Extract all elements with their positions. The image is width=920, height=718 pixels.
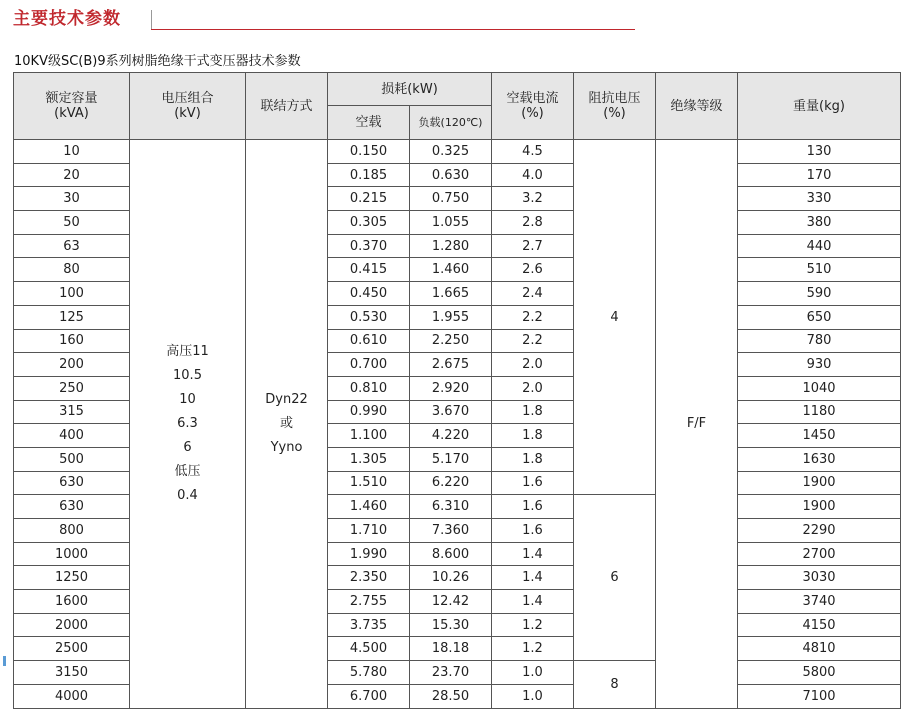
noload-current-cell: 2.2 <box>492 329 574 353</box>
spec-table <box>13 72 901 709</box>
noload-loss-cell: 2.755 <box>328 590 410 614</box>
voltage-combo-line: 低压 <box>174 463 201 479</box>
capacity-cell: 630 <box>14 495 130 519</box>
connection-line: Dyn22 <box>265 391 308 407</box>
header-voltage <box>130 73 246 140</box>
weight-cell: 1900 <box>738 471 901 495</box>
weight-cell: 3740 <box>738 590 901 614</box>
noload-loss-cell: 0.990 <box>328 400 410 424</box>
header-noload-current-label: 空载电流 (%) <box>506 91 559 121</box>
capacity-cell: 63 <box>14 234 130 258</box>
table-caption: 10KV级SC(B)9系列树脂绝缘干式变压器技术参数 <box>14 54 301 69</box>
capacity-cell: 80 <box>14 258 130 282</box>
voltage-combo-line: 6 <box>183 439 192 455</box>
load-loss-cell: 0.630 <box>410 163 492 187</box>
noload-loss-cell: 1.510 <box>328 471 410 495</box>
noload-current-cell: 2.0 <box>492 376 574 400</box>
noload-current-cell: 4.5 <box>492 140 574 164</box>
voltage-combo-line: 10.5 <box>173 367 202 383</box>
table-body <box>14 140 901 709</box>
weight-cell: 2700 <box>738 542 901 566</box>
weight-cell: 170 <box>738 163 901 187</box>
weight-cell: 2290 <box>738 519 901 543</box>
load-loss-cell: 2.250 <box>410 329 492 353</box>
noload-current-cell: 2.6 <box>492 258 574 282</box>
weight-cell: 780 <box>738 329 901 353</box>
weight-cell: 380 <box>738 211 901 235</box>
header-voltage-label: 电压组合 (kV) <box>161 91 214 121</box>
weight-cell: 590 <box>738 282 901 306</box>
weight-cell: 650 <box>738 305 901 329</box>
noload-loss-cell: 0.370 <box>328 234 410 258</box>
impedance-cell: 4 <box>574 140 656 495</box>
load-loss-cell: 6.310 <box>410 495 492 519</box>
load-loss-cell: 8.600 <box>410 542 492 566</box>
noload-loss-cell: 1.990 <box>328 542 410 566</box>
weight-cell: 1180 <box>738 400 901 424</box>
weight-cell: 130 <box>738 140 901 164</box>
noload-loss-cell: 2.350 <box>328 566 410 590</box>
title-divider-vertical <box>151 10 152 29</box>
section-title: 主要技术参数 <box>13 9 121 29</box>
load-loss-cell: 7.360 <box>410 519 492 543</box>
noload-current-cell: 3.2 <box>492 187 574 211</box>
noload-loss-cell: 0.450 <box>328 282 410 306</box>
title-underline <box>151 29 635 30</box>
noload-current-cell: 1.6 <box>492 471 574 495</box>
weight-cell: 330 <box>738 187 901 211</box>
load-loss-cell: 23.70 <box>410 661 492 685</box>
noload-current-cell: 1.8 <box>492 424 574 448</box>
header-insulation: 绝缘等级 <box>656 73 738 140</box>
capacity-cell: 400 <box>14 424 130 448</box>
noload-current-cell: 2.7 <box>492 234 574 258</box>
load-loss-cell: 1.460 <box>410 258 492 282</box>
weight-cell: 1900 <box>738 495 901 519</box>
header-impedance-label: 阻抗电压 (%) <box>588 91 641 121</box>
noload-current-cell: 1.2 <box>492 613 574 637</box>
load-loss-cell: 18.18 <box>410 637 492 661</box>
impedance-cell: 8 <box>574 661 656 708</box>
weight-cell: 440 <box>738 234 901 258</box>
noload-loss-cell: 0.185 <box>328 163 410 187</box>
noload-loss-cell: 0.530 <box>328 305 410 329</box>
load-loss-cell: 0.750 <box>410 187 492 211</box>
header-impedance <box>574 73 656 140</box>
noload-current-cell: 1.4 <box>492 542 574 566</box>
noload-loss-cell: 3.735 <box>328 613 410 637</box>
noload-current-cell: 1.8 <box>492 447 574 471</box>
voltage-combo-line: 0.4 <box>177 487 198 503</box>
capacity-cell: 30 <box>14 187 130 211</box>
connection-line: 或 <box>279 415 293 431</box>
noload-current-cell: 2.4 <box>492 282 574 306</box>
capacity-cell: 200 <box>14 353 130 377</box>
capacity-cell: 630 <box>14 471 130 495</box>
capacity-cell: 1250 <box>14 566 130 590</box>
noload-current-cell: 1.0 <box>492 661 574 685</box>
capacity-cell: 2500 <box>14 637 130 661</box>
capacity-cell: 250 <box>14 376 130 400</box>
noload-current-cell: 2.8 <box>492 211 574 235</box>
noload-current-cell: 1.0 <box>492 684 574 708</box>
noload-loss-cell: 1.100 <box>328 424 410 448</box>
weight-cell: 4150 <box>738 613 901 637</box>
capacity-cell: 20 <box>14 163 130 187</box>
insulation-cell: F/F <box>656 140 738 709</box>
load-loss-cell: 1.055 <box>410 211 492 235</box>
noload-loss-cell: 1.305 <box>328 447 410 471</box>
noload-loss-cell: 4.500 <box>328 637 410 661</box>
weight-cell: 510 <box>738 258 901 282</box>
load-loss-cell: 1.665 <box>410 282 492 306</box>
load-loss-cell: 28.50 <box>410 684 492 708</box>
load-loss-cell: 3.670 <box>410 400 492 424</box>
noload-current-cell: 1.8 <box>492 400 574 424</box>
capacity-cell: 100 <box>14 282 130 306</box>
capacity-cell: 160 <box>14 329 130 353</box>
weight-cell: 1630 <box>738 447 901 471</box>
noload-current-cell: 2.0 <box>492 353 574 377</box>
load-loss-cell: 6.220 <box>410 471 492 495</box>
noload-current-cell: 1.4 <box>492 566 574 590</box>
noload-loss-cell: 0.610 <box>328 329 410 353</box>
noload-current-cell: 1.6 <box>492 519 574 543</box>
noload-current-cell: 1.6 <box>492 495 574 519</box>
load-loss-cell: 1.280 <box>410 234 492 258</box>
header-noload-loss: 空载 <box>328 106 410 140</box>
noload-current-cell: 1.4 <box>492 590 574 614</box>
capacity-cell: 2000 <box>14 613 130 637</box>
load-loss-cell: 2.675 <box>410 353 492 377</box>
edge-marker <box>3 656 6 666</box>
load-loss-cell: 5.170 <box>410 447 492 471</box>
capacity-cell: 4000 <box>14 684 130 708</box>
noload-current-cell: 1.2 <box>492 637 574 661</box>
noload-loss-cell: 0.305 <box>328 211 410 235</box>
noload-current-cell: 4.0 <box>492 163 574 187</box>
header-weight: 重量(kg) <box>738 73 901 140</box>
noload-loss-cell: 0.810 <box>328 376 410 400</box>
voltage-combo-line: 高压11 <box>166 343 209 359</box>
noload-loss-cell: 1.710 <box>328 519 410 543</box>
voltage-combo-line: 6.3 <box>177 415 198 431</box>
capacity-cell: 125 <box>14 305 130 329</box>
header-load-loss: 负载(120℃) <box>410 106 492 140</box>
weight-cell: 930 <box>738 353 901 377</box>
capacity-cell: 3150 <box>14 661 130 685</box>
noload-loss-cell: 0.700 <box>328 353 410 377</box>
capacity-cell: 50 <box>14 211 130 235</box>
weight-cell: 5800 <box>738 661 901 685</box>
load-loss-cell: 2.920 <box>410 376 492 400</box>
capacity-cell: 500 <box>14 447 130 471</box>
capacity-cell: 315 <box>14 400 130 424</box>
load-loss-cell: 15.30 <box>410 613 492 637</box>
capacity-cell: 10 <box>14 140 130 164</box>
weight-cell: 1450 <box>738 424 901 448</box>
load-loss-cell: 0.325 <box>410 140 492 164</box>
voltage-combination-cell <box>130 140 246 709</box>
impedance-cell: 6 <box>574 495 656 661</box>
header-loss: 损耗(kW) <box>328 73 492 106</box>
noload-loss-cell: 0.415 <box>328 258 410 282</box>
weight-cell: 3030 <box>738 566 901 590</box>
noload-loss-cell: 6.700 <box>328 684 410 708</box>
noload-current-cell: 2.2 <box>492 305 574 329</box>
header-capacity-label: 额定容量 (kVA) <box>45 91 98 121</box>
capacity-cell: 1600 <box>14 590 130 614</box>
load-loss-cell: 10.26 <box>410 566 492 590</box>
weight-cell: 7100 <box>738 684 901 708</box>
load-loss-cell: 4.220 <box>410 424 492 448</box>
weight-cell: 1040 <box>738 376 901 400</box>
voltage-combo-line: 10 <box>179 391 196 407</box>
table-row <box>14 140 901 164</box>
noload-loss-cell: 1.460 <box>328 495 410 519</box>
header-capacity <box>14 73 130 140</box>
weight-cell: 4810 <box>738 637 901 661</box>
capacity-cell: 800 <box>14 519 130 543</box>
noload-loss-cell: 5.780 <box>328 661 410 685</box>
connection-cell <box>246 140 328 709</box>
noload-loss-cell: 0.150 <box>328 140 410 164</box>
header-connection: 联结方式 <box>246 73 328 140</box>
load-loss-cell: 12.42 <box>410 590 492 614</box>
header-noload-current <box>492 73 574 140</box>
connection-line: Yyno <box>270 439 303 455</box>
noload-loss-cell: 0.215 <box>328 187 410 211</box>
load-loss-cell: 1.955 <box>410 305 492 329</box>
capacity-cell: 1000 <box>14 542 130 566</box>
